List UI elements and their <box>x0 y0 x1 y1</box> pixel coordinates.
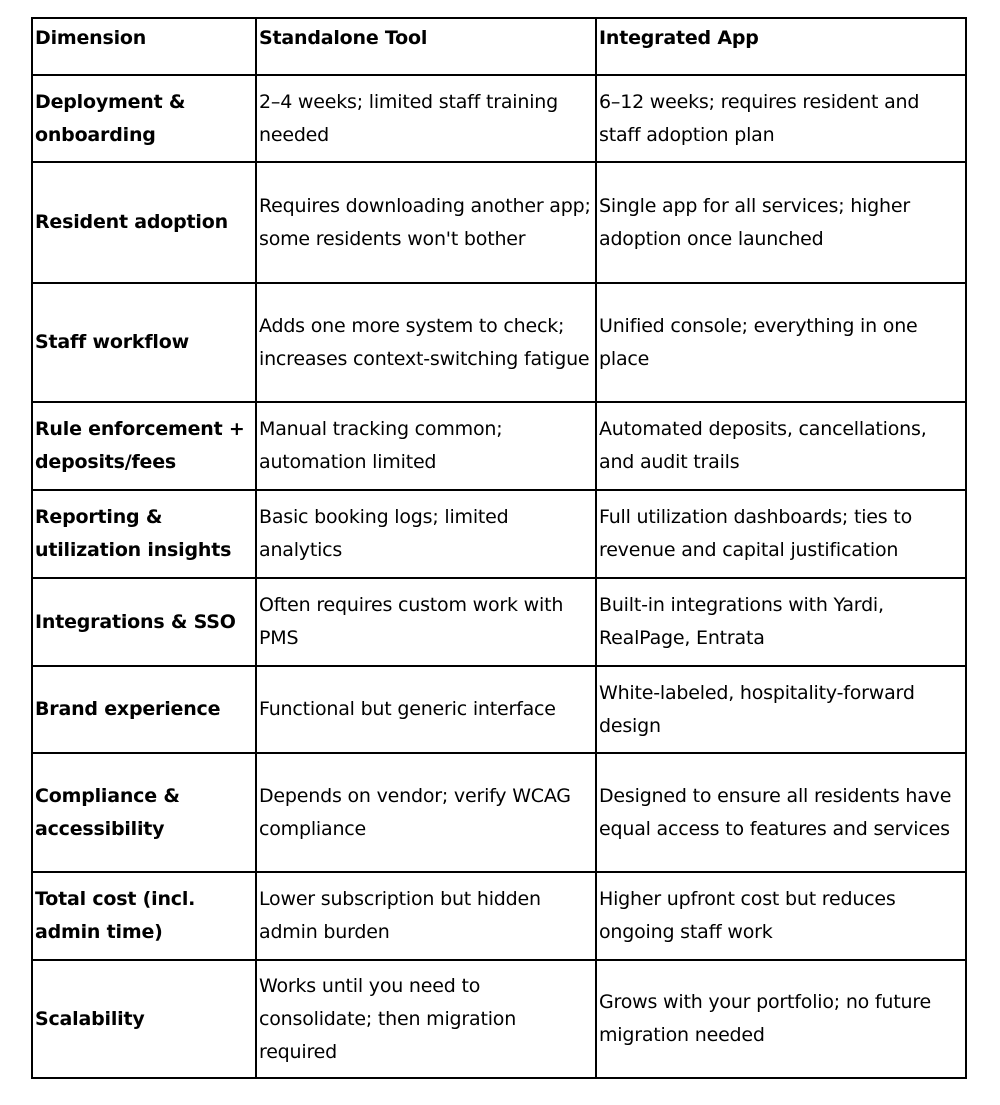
header-standalone-tool: Standalone Tool <box>256 18 596 75</box>
standalone-cell: Often requires custom work with PMS <box>256 578 596 666</box>
integrated-cell: 6–12 weeks; requires resident and staff adoption plan <box>596 75 966 162</box>
dimension-cell: Compliance & accessibility <box>32 753 256 872</box>
table-row <box>32 162 966 283</box>
comparison-table <box>31 17 967 1079</box>
table-row <box>32 960 966 1078</box>
standalone-cell: Basic booking logs; limited analytics <box>256 490 596 578</box>
dimension-cell: Rule enforcement + deposits/fees <box>32 402 256 490</box>
integrated-cell: White-labeled, hospitality-forward design <box>596 666 966 753</box>
table-row <box>32 283 966 402</box>
table-header-row <box>32 18 966 75</box>
table-row <box>32 490 966 578</box>
standalone-cell: Requires downloading another app; some residents won't bother <box>256 162 596 283</box>
standalone-cell: Manual tracking common; automation limited <box>256 402 596 490</box>
table-row <box>32 753 966 872</box>
dimension-cell: Integrations & SSO <box>32 578 256 666</box>
header-integrated-app: Integrated App <box>596 18 966 75</box>
dimension-cell: Scalability <box>32 960 256 1078</box>
standalone-cell: Lower subscription but hidden admin burden <box>256 872 596 960</box>
integrated-cell: Full utilization dashboards; ties to revenue and capital justification <box>596 490 966 578</box>
dimension-cell: Total cost (incl. admin time) <box>32 872 256 960</box>
integrated-cell: Unified console; everything in one place <box>596 283 966 402</box>
table-row <box>32 75 966 162</box>
standalone-cell: Depends on vendor; verify WCAG compliance <box>256 753 596 872</box>
dimension-cell: Deployment & onboarding <box>32 75 256 162</box>
table-row <box>32 402 966 490</box>
table-row <box>32 872 966 960</box>
table-row <box>32 666 966 753</box>
dimension-cell: Brand experience <box>32 666 256 753</box>
standalone-cell: Functional but generic interface <box>256 666 596 753</box>
table-row <box>32 578 966 666</box>
dimension-cell: Staff workflow <box>32 283 256 402</box>
dimension-cell: Resident adoption <box>32 162 256 283</box>
integrated-cell: Higher upfront cost but reduces ongoing staff work <box>596 872 966 960</box>
standalone-cell: Adds one more system to check; increases context-switching fatigue <box>256 283 596 402</box>
standalone-cell: 2–4 weeks; limited staff training needed <box>256 75 596 162</box>
header-dimension: Dimension <box>32 18 256 75</box>
integrated-cell: Single app for all services; higher adoption once launched <box>596 162 966 283</box>
integrated-cell: Automated deposits, cancellations, and audit trails <box>596 402 966 490</box>
integrated-cell: Grows with your portfolio; no future migration needed <box>596 960 966 1078</box>
dimension-cell: Reporting & utilization insights <box>32 490 256 578</box>
integrated-cell: Designed to ensure all residents have equal access to features and services <box>596 753 966 872</box>
standalone-cell: Works until you need to consolidate; then migration required <box>256 960 596 1078</box>
integrated-cell: Built-in integrations with Yardi, RealPage, Entrata <box>596 578 966 666</box>
